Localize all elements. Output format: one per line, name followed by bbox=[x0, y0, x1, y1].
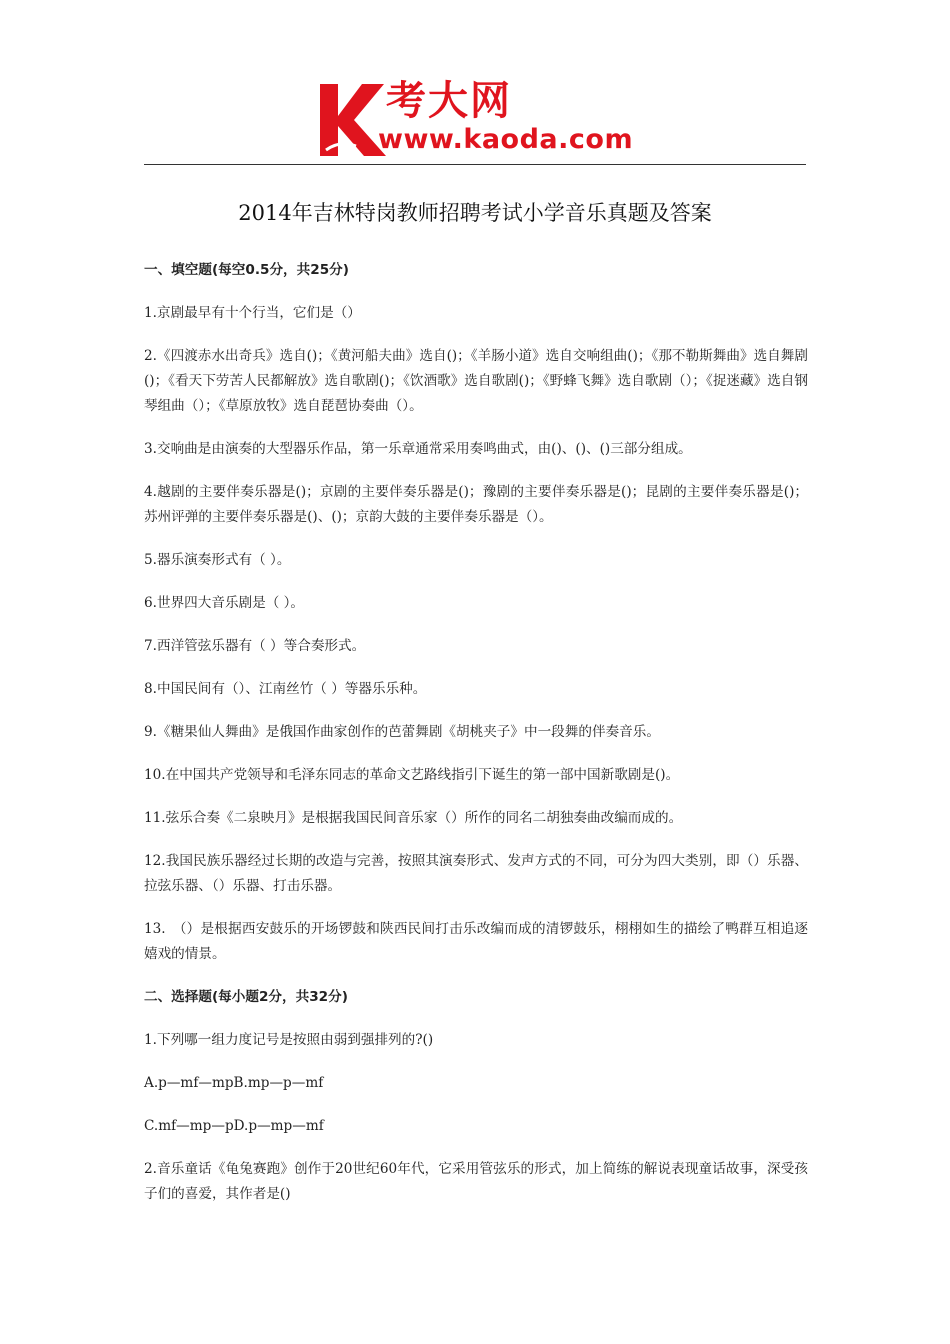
question-item: 3.交响曲是由演奏的大型器乐作品，第一乐章通常采用奏鸣曲式，由()、()、()三部分组成。 bbox=[144, 441, 692, 457]
answer-options: A.p—mf—mpB.mp—p—mf bbox=[144, 1075, 324, 1091]
section-heading-fill-in: 一、填空题(每空0.5分，共25分) bbox=[144, 262, 349, 278]
question-item: 4.越剧的主要伴奏乐器是()；京剧的主要伴奏乐器是()；豫剧的主要伴奏乐器是()；昆剧的主要伴奏乐器是()；苏州评弹的主要伴奏乐器是()、()；京韵大鼓的主要伴奏乐器是（）。 bbox=[144, 484, 808, 525]
question-item: 11.弦乐合奏《二泉映月》是根据我国民间音乐家（）所作的同名二胡独奏曲改编而成的。 bbox=[144, 810, 683, 826]
logo-brand-text: 考大网 bbox=[386, 78, 512, 124]
question-item: 8.中国民间有（）、江南丝竹（ ）等器乐乐种。 bbox=[144, 681, 427, 697]
question-item: 9.《糖果仙人舞曲》是俄国作曲家创作的芭蕾舞剧《胡桃夹子》中一段舞的伴奏音乐。 bbox=[144, 724, 660, 740]
answer-options: C.mf—mp—pD.p—mp—mf bbox=[144, 1118, 324, 1134]
question-item: 1.下列哪一组力度记号是按照由弱到强排列的?() bbox=[144, 1032, 434, 1048]
kaoda-logo[interactable] bbox=[316, 78, 646, 160]
question-item: 7.西洋管弦乐器有（ ）等合奏形式。 bbox=[144, 638, 366, 654]
question-item: 2.《四渡赤水出奇兵》选自()；《黄河船夫曲》选自()；《羊肠小道》选自交响组曲()；《那不勒斯舞曲》选自舞剧()；《看天下劳苦人民都解放》选自歌剧()；《饮酒歌》选自歌剧()；《野蜂飞舞》选自歌剧（）；《捉迷藏》选自钢琴组曲（）；《草原放牧》选自琵琶协奏曲（）。 bbox=[144, 348, 808, 414]
section-heading-multiple-choice: 二、选择题(每小题2分，共32分) bbox=[144, 989, 348, 1005]
question-item: 12.我国民族乐器经过长期的改造与完善，按照其演奏形式、发声方式的不同，可分为四大类别，即（）乐器、拉弦乐器、（）乐器、打击乐器。 bbox=[144, 853, 808, 894]
question-item: 2.音乐童话《龟兔赛跑》创作于20世纪60年代，它采用管弦乐的形式，加上简练的解说表现童话故事，深受孩子们的喜爱，其作者是() bbox=[144, 1161, 808, 1202]
logo-url-text: www.kaoda.com bbox=[378, 124, 634, 155]
header-divider bbox=[144, 164, 806, 165]
document-title: 2014年吉林特岗教师招聘考试小学音乐真题及答案 bbox=[238, 201, 712, 225]
question-item: 6.世界四大音乐剧是（ ）。 bbox=[144, 595, 305, 611]
question-item: 1.京剧最早有十个行当，它们是（） bbox=[144, 305, 361, 321]
document-body bbox=[144, 258, 808, 1225]
question-item: 13. （）是根据西安鼓乐的开场锣鼓和陕西民间打击乐改编而成的清锣鼓乐，栩栩如生的描绘了鸭群互相追逐嬉戏的情景。 bbox=[144, 921, 808, 962]
question-item: 10.在中国共产党领导和毛泽东同志的革命文艺路线指引下诞生的第一部中国新歌剧是()。 bbox=[144, 767, 680, 783]
question-item: 5.器乐演奏形式有（ ）。 bbox=[144, 552, 291, 568]
